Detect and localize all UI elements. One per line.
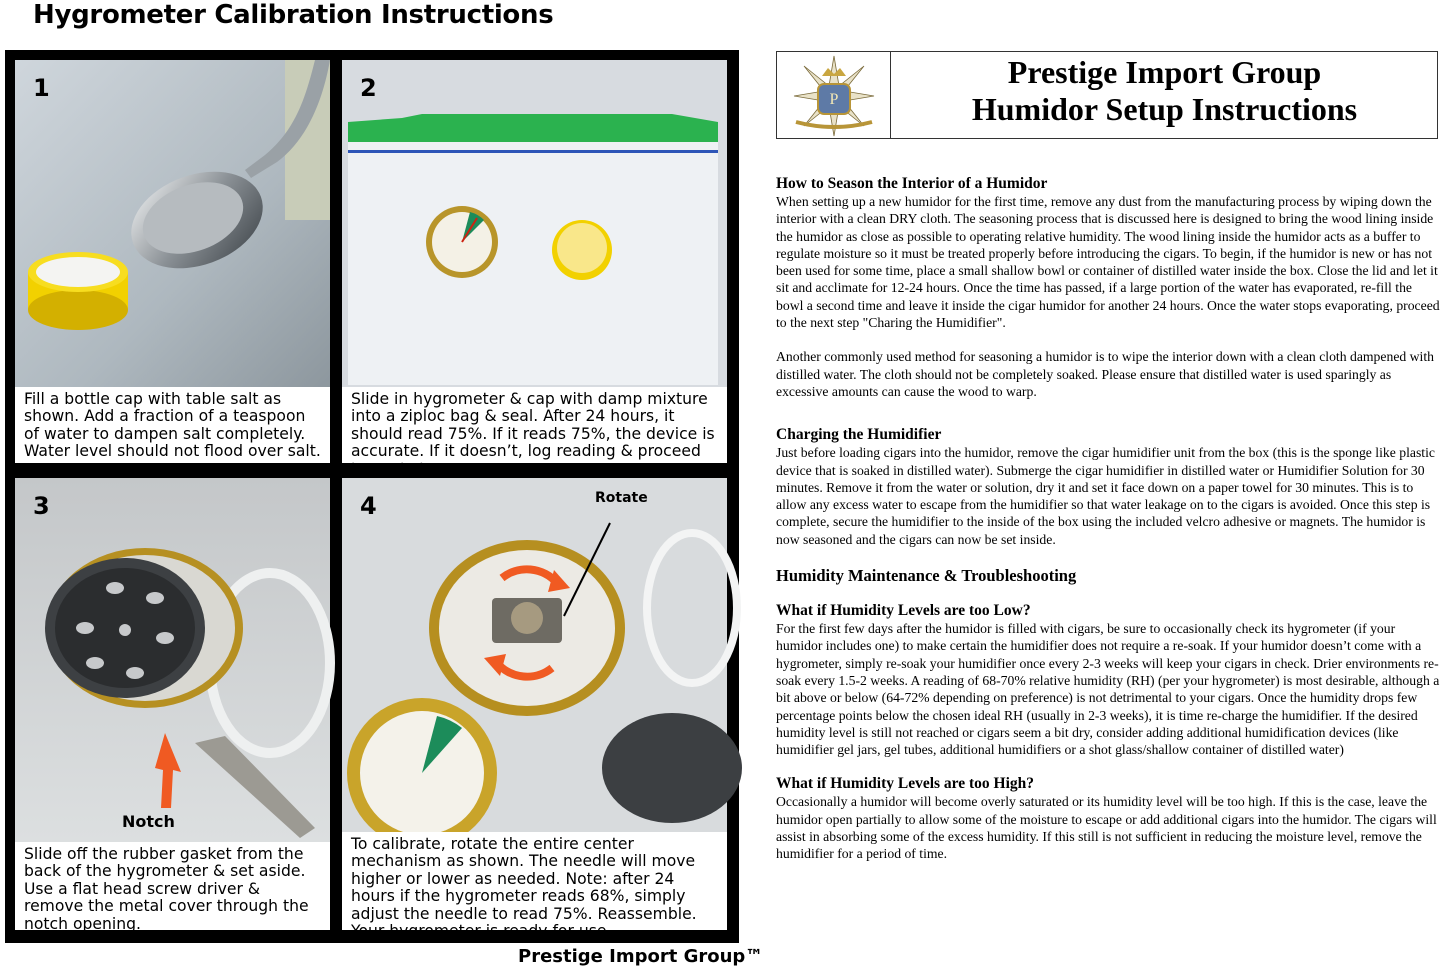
section-heading: What if Humidity Levels are too High? bbox=[776, 775, 1035, 793]
section-heading: Humidity Maintenance & Troubleshooting bbox=[776, 566, 1077, 586]
section-heading: How to Season the Interior of a Humidor bbox=[776, 175, 1048, 192]
section-paragraph: For the first few days after the humidor is filled with cigars, be sure to occasionally check its hygrometer (if your humidor includes one) to make certain the humidifier does not require a re-soak. If your humidor doesn’t come with a hygrometer, simply re-soak your humidifier once every 2-3 weeks will keep your cigars in check. Drier environments re-soak every 1.5-2 weeks. A reading of 68-70% relative humidity (RH) (per your hygrometer) is most desirable, although a bit above or below (64-72% depending on preference) is not detrimental to your cigars. Once the humidity drops few percentage points below the chosen ideal RH (usually in 2-3 weeks), it is time re-charge the humidifier. If the desired humidity level is still not reached or cigars seem a bit dry, consider adding additional humidification devices (like humidifier gel jars, gel tubes, additional humidifiers or a shot glass/shallow container of distilled water) bbox=[776, 621, 1440, 758]
step-number: 3 bbox=[33, 492, 50, 520]
section-paragraph: Occasionally a humidor will become overly saturated or its humidity level will be too high. If this is the case, leave the humidor open partially to allow some of the moisture to escape or add additional cigars into the humidor. The cigars will assist in absorbing some of the excess humidity. If this still is not sufficient in reducing the moisture level, remove the humidifier for a period of time. bbox=[776, 794, 1437, 862]
document-header bbox=[776, 51, 1438, 139]
step-number: 2 bbox=[360, 74, 377, 102]
calibration-title: Hygrometer Calibration Instructions bbox=[33, 0, 554, 30]
step-panel-2 bbox=[342, 60, 727, 478]
gasket-removal-photo bbox=[15, 478, 330, 842]
step-panel-3 bbox=[15, 478, 330, 933]
salt-cap-photo bbox=[15, 60, 330, 387]
svg-text:P: P bbox=[829, 91, 839, 108]
section-paragraph: Another commonly used method for seasoning a humidor is to wipe the interior down with a clean cloth dampened with distilled water. The cloth should not be completely soaked. Please ensure that distilled water is used sparingly as excessive amounts can cause the wood to warp. bbox=[776, 349, 1434, 399]
document-title bbox=[892, 54, 1437, 128]
section-paragraph: When setting up a new humidor for the first time, remove any dust from the manufacturing process by wiping down the interior with a clean DRY cloth. The seasoning process that is discussed here is designed to bring the wood lining inside the humidor as close as possible to operating relative humidity. The wood lining inside the humidor acts as a buffer to regulate moisture so it must be treated properly before introducing the cigars. To begin, if the humidor is new or has not been used for some time, place a small shallow bowl or container of distilled water inside the box. Close the lid and let it sit and acclimate for 12-24 hours. Once the time has passed, if a large portion of the water has evaporated, re-fill the bowl a second time and leave it inside the cigar humidor for another 24 hours. Once the water stops evaporating, proceed to the next step "Charing the Humidifier". bbox=[776, 194, 1440, 331]
section-heading: Charging the Humidifier bbox=[776, 426, 942, 444]
rotate-label: Rotate bbox=[595, 490, 648, 506]
step-number: 1 bbox=[33, 74, 50, 102]
brand-footer: Prestige Import Group™ bbox=[518, 946, 764, 967]
document-body bbox=[776, 175, 1440, 863]
step-caption: To calibrate, rotate the entire center mechanism as shown. The needle will move higher or lower as needed. Note: after 24 hours if the hygrometer reads 68%, simply adjust the needle to read 75%. Reassemble. Your hygrometer is ready for use. bbox=[342, 832, 727, 930]
section-heading: What if Humidity Levels are too Low? bbox=[776, 602, 1031, 620]
rotate-mechanism-photo bbox=[342, 478, 727, 832]
step-panel-1 bbox=[15, 60, 330, 463]
section-paragraph: Just before loading cigars into the humidor, remove the cigar humidifier unit from the box (this is the sponge like plastic device that is soaked in distilled water). Submerge the cigar humidifier in distilled water or Humidifier Solution for 30 minutes. Remove it from the water or solution, dry it and set it face down on a paper towel for 30 minutes. This is to allow any excess water to escape from the humidifier so that water leakage on to the cigars is avoided. Once this step is complete, secure the humidifier to the inside of the box using the included velcro adhesive or magnets. The humidor is now seasoned and the cigars can now be set inside. bbox=[776, 445, 1435, 547]
step-number: 4 bbox=[360, 492, 377, 520]
notch-label: Notch bbox=[122, 812, 175, 831]
step-caption: Fill a bottle cap with table salt as shown. Add a fraction of a teaspoon of water to dampen salt completely. Water level should not flood over salt. bbox=[15, 387, 330, 463]
title-line-2: Humidor Setup Instructions bbox=[971, 91, 1358, 127]
step-caption: Slide off the rubber gasket from the back of the hygrometer & set aside. Use a flat head screw driver & remove the metal cover through the notch opening. bbox=[15, 842, 330, 930]
title-line-1: Prestige Import Group bbox=[1007, 54, 1322, 90]
step-panel-4 bbox=[342, 478, 727, 941]
ziploc-bag-photo bbox=[342, 60, 727, 390]
crest-logo-icon bbox=[777, 52, 891, 138]
calibration-frame bbox=[5, 50, 739, 943]
step-caption: Slide in hygrometer & cap with damp mixture into a ziploc bag & seal. After 24 hours, it should read 75%. If it reads 75%, the device is accurate. If it doesn’t, log reading & proceed to next step. bbox=[342, 387, 727, 463]
